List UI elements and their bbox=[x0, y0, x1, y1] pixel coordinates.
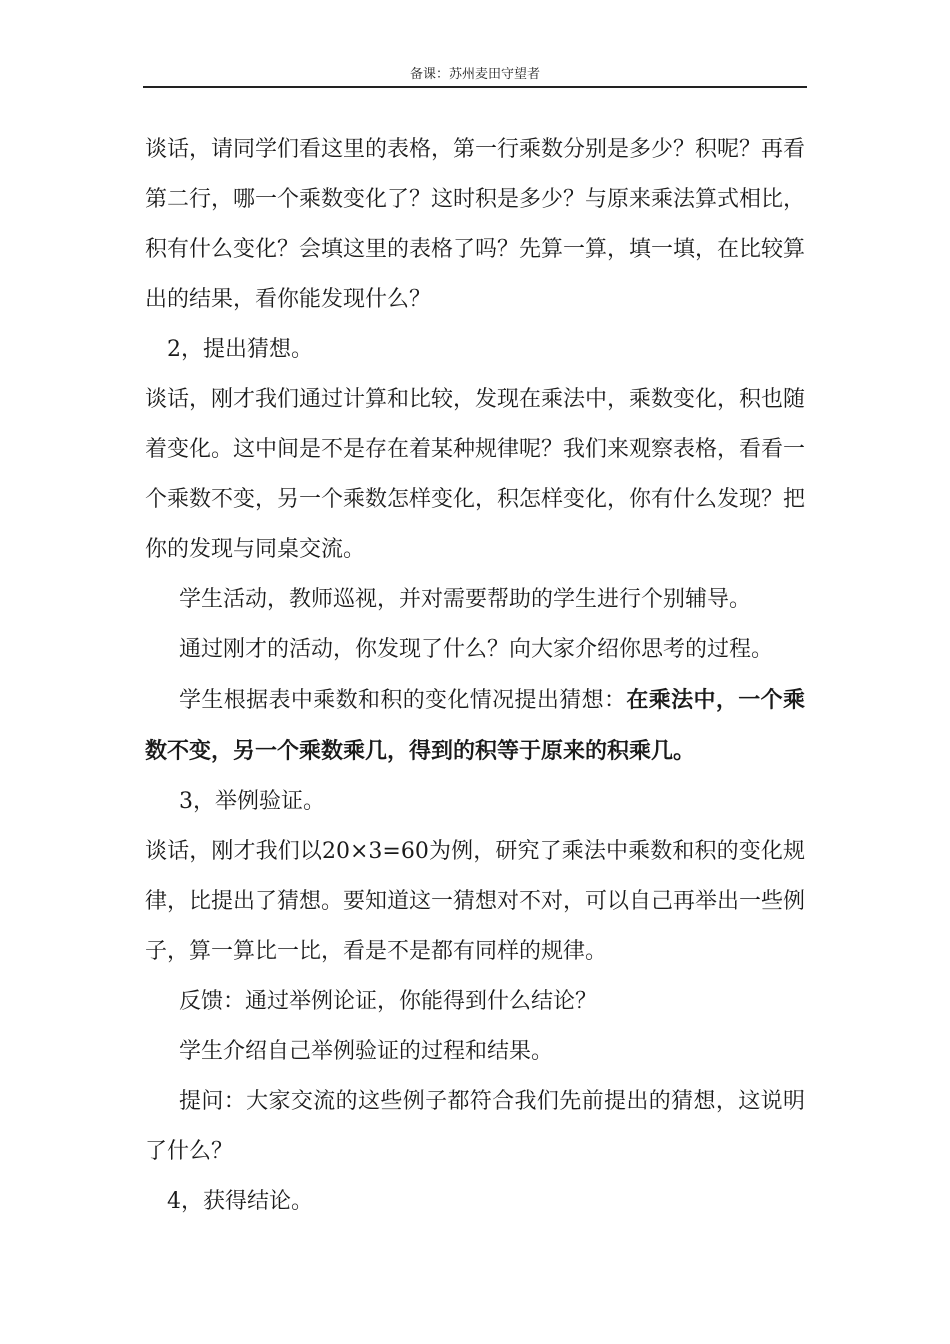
heading-step-4: 4，获得结论。 bbox=[167, 1189, 313, 1214]
paragraph-student-intro: 学生介绍自己举例验证的过程和结果。 bbox=[179, 1039, 554, 1064]
conjecture-statement: 在乘法中，一个乘数不变，另一个乘数乘几，得到的积等于原来的积乘几。 bbox=[145, 687, 805, 764]
paragraph-talk-example: 谈话，刚才我们以20×3=60为例，研究了乘法中乘数和积的变化规律，比提出了猜想。要知道这一猜想对不对，可以自己再举出一些例子，算一算比一比，看是不是都有同样的规律。 bbox=[145, 839, 806, 964]
page-header: 备课：苏州麦田守望者 bbox=[143, 66, 807, 88]
heading-step-2: 2，提出猜想。 bbox=[167, 337, 313, 362]
paragraph-question: 提问：大家交流的这些例子都符合我们先前提出的猜想，这说明了什么？ bbox=[145, 1089, 805, 1164]
heading-step-3: 3，举例验证。 bbox=[179, 789, 325, 814]
paragraph-feedback: 反馈：通过举例论证，你能得到什么结论？ bbox=[179, 989, 598, 1014]
conjecture-intro: 学生根据表中乘数和积的变化情况提出猜想： bbox=[179, 688, 627, 713]
paragraph-student-activity: 学生活动，教师巡视，并对需要帮助的学生进行个别辅导。 bbox=[179, 587, 752, 612]
paragraph-talk-pattern: 谈话，刚才我们通过计算和比较，发现在乘法中，乘数变化，积也随着变化。这中间是不是存在着某种规律呢？我们来观察表格，看看一个乘数不变，另一个乘数怎样变化，积怎样变化，你有什么发现？把你的发现与同桌交流。 bbox=[145, 387, 806, 562]
document-body bbox=[145, 125, 805, 1227]
paragraph-talk-table: 谈话，请同学们看这里的表格，第一行乘数分别是多少？积呢？再看第二行，哪一个乘数变化了？这时积是多少？与原来乘法算式相比，积有什么变化？会填这里的表格了吗？先算一算，填一填，在比较算出的结果，看你能发现什么？ bbox=[145, 137, 806, 312]
paragraph-conjecture bbox=[145, 675, 805, 777]
paragraph-discovery: 通过刚才的活动，你发现了什么？向大家介绍你思考的过程。 bbox=[179, 637, 774, 662]
